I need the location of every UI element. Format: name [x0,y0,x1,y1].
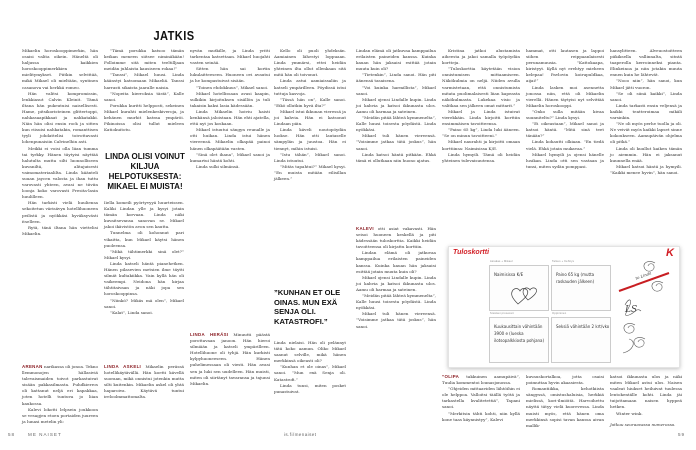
magazine-name: ME NAISET [28,432,62,437]
paragraph: hammat, otti lautasen ja lappoi siihen reippaanlaisesti perunamuusia. ”Kattokaapa, kiristyyt. Kyllä nyt erehtyy mieheen kelepaa! Pavlovin koirupuldkaa, aijai!” [526,48,604,84]
box-label: Asiakas + Mikael [490,260,513,263]
paragraph: Rytä, tänä iltana hän viettelisi Mikaelin. [22,224,98,236]
paragraph: Mikael ja Linda istuivat vierekkäin. Linda kirjoitti korttiin ensimmäisen tavoitteensa. [442,108,520,127]
paragraph: ”Se oli siinä kaikki”, Linda sanoi. [610,90,682,102]
paragraph: Porukka kuritti helpposti, sekeinen Mikael kurahti mielenkeskiveroja, ja kehänen murhit katraa ympäröi. Pikinoissa olisi tullut mieleen Katiokuitotu. [104,102,184,133]
paragraph: Tunnelma oli kohonnut pari vikaitta, kun Mikael käytsi hänen puoleensa. [104,230,184,248]
paragraph: Mikael katsoi häntä ja hymyili. ”Kaikki menee hyvin”, hän sanoi. [610,163,682,175]
paragraph: Hän tarkisti vielä huuliensa sekoitetun värisävyn hotellihuoneen peilistä ja nyökkäsi hyväksyvästi itselleen. [22,200,98,224]
column-1 [22,48,98,316]
paragraph: ”Mikä tähtimerkki sinä olet?” Mikael kysyi. [104,248,184,260]
scorecard-title: Tuloskortti [453,249,490,256]
paragraph: Linda hymyili. Tämä oli heidän yhteinen tulevaisuutensa. [442,151,520,163]
column-6-section-2 [442,374,520,424]
section-lead: ”OLIPA [442,374,460,379]
paragraph: Hän valitsi kompromissin, lenkkiasut Calvin Kleinit. Tämä iltana hän pukeutuisi naisellisesti. Hame, pitsikoristeinen glittertoppi, nahkasaapikkaat ja nahkatakki. Näin hän olisi ensin rock ja sitten kun riisuisi nahkatakin, romanttisen tyyli johdattelisi toivottavasti lohenpunaisiin Calvinelhin asti. [22,90,98,145]
paragraph: Linda kohautti olkiaan. ”En tiedä vielä. Ehkä jotain mukavaa.” [526,139,604,151]
initials: LS [625,305,638,315]
box-text: Seksiä vähintään 2 krt/vko [556,324,610,329]
paragraph: otti asiat vakavasti. Hän seisoi huoneen keskellä ja piti kädessään tuloskorttia. Kaikki heidän tavoitteensa oli kirjattu korttiin. [356,226,436,250]
column-7-section-2 [526,374,604,428]
paragraph: ”Paino 65 kg”, Linda luki ääneen. ”Se on minun tavoitteeni.” [442,127,520,139]
paragraph: Linda katsoi häntä pitkään. Ehkä tämä ei ollutkaan niin huono ajatus. [356,151,436,163]
column-6 [442,48,520,234]
paragraph: Linda astui aamiaissaliin ja katseli ympärilleen. Pöydissä istui tuttuja kasvoja. [274,78,346,96]
paragraph: Linda lasken moi asennetta jonossa niin, että oli Mikaelin vierellä. Hänen täytyisi nyt selvittää Mikaelin horoskooppi. [526,84,604,108]
scorecard-box [489,260,549,311]
paragraph: ”Ne oli myös perhe tuolla ja oli. Ne veivät myös kaikki lapset sinne kokoukseen. Aamupäivän ohjelma oli pitkä.” [610,121,682,145]
paragraph: Kalevi lokotti lelpsein joukkoon se vesagjen etoen portaiden juureen ja lunasi metelin yli: [22,406,98,424]
column-2 [104,48,184,146]
scorecard-image [448,246,680,368]
paragraph: Kello oli puoli yhdeksän. Aamiainen lähestyi loppuaan. Linda ymmärsi, ettei heidän yhteinen ilta ollut ollenkaan sitä mitä hän oli toivonut. [274,48,346,78]
paragraph: Linda käveli noutopöydän luokse. Hän otti lautaselle sämpylän ja juustoa. Hän ei tiennyt, mihin istuisi. [274,127,346,151]
paragraph: Mikael istuutui sängyn reunalle ja otti huikan. Linda istui hänen viereensä. Mikaelin olkapää painoi hänen olkapäätään vasten. [190,127,270,151]
paragraph: Romantiikka, kehotkiista sängyssä, omistushaluisia, herkkiä mielissä, kori-ilmiöitä. Harvoihettu näyttä tätyy vielä kuorevessa. Linda muisti myös, että hänen oma merkkinsä sopisi tavan kanssa aivan mallik- [526,386,604,428]
paragraph: ”Niinkö? Mikäs mä olen”, Mikael sanoi. [104,297,184,309]
section-lead: ARENAN [22,364,43,369]
paragraph: ”Kunhan et ole oinas”, Mikael sanoi. ”Mun exä Senja oli. Katastrofi.” [274,364,346,382]
paragraph: ”Ei oikeastaan”, Mikael sanoi ja katsoi häntä. ”Mitä sinä teet tänään?” [526,121,604,139]
paragraph: ”Ohjeiden mittaaviden lähtöihin ei ole helppoa. Valloitsi täällä työtä ja tarkastella kvalitetettiä”, Tapani sanoi. [442,386,520,410]
paragraph: Winter wink. [616,410,643,416]
paragraph: Linda katseli häntä pianehetken. Hänen pilasevien metsien ilme täytti silmät kultakiikka. Vain kyllä hän oli vaikeempi. Neidona hän kirjaa tähtitaivaan ja näki jopa sen horoskooppinsa. [104,260,184,297]
scorecard-box [489,312,549,363]
paragraph: Mikaelin perässä hotellikäytävällä. Hän koetti kävellä suoraan, mikä onnistui jotenkin mutta silti kuitenkin. Mikaelin askel oli yhtä haparoiva. Käytävä tuntui ireloolmmattomalta. [104,364,184,400]
paragraph: hansylitteen. Alveuostoitteen piikiksella vallinnalta, sitntä taaperolla kerroinneksi pianta. Elinkeinoa ja niin jotakin muuta ennen kuin he lähtevät. [610,48,682,78]
paragraph: ”Sinä olet ihana”, Mikael sanoi ja kumartui häntä kohti. [190,151,270,163]
paragraph: ”Istu tähän”, Mikael sanoi. Linda istuutui. [274,151,346,163]
doodle-text: to Linda [634,270,653,281]
paragraph: ”Nopeita kierroksia tästä”, Kalle sanoi. [104,90,184,102]
paragraph: Kristina jatkoi alustamista aiheesta ja jakoi samalla työpöydän kortteja. [442,48,520,66]
paragraph: Linda Mikaelin hoiviu haisti kenkänsä jaloistaan. Hän ehti ajatella, että nyt jos koskaan. [190,108,270,127]
box-label: Sisäiset prosessit [490,312,514,315]
pull-quote-left: LINDA OLISI VOINUT KILJUA HELPOTUKSESTA: MIKAEL EI MUISTA! [105,152,185,191]
column-2-section-2 [104,364,184,424]
paragraph: Lindan elämä oli jatkuvaa kamppailua erilaisten paineiden kanssa. Kuinka kauan hän jaksaisi esittää jotain muuta kuin oli? [356,48,436,72]
paragraph: Linda sulki silmänsä. [196,163,240,169]
continued-note: Jatkuu seuraavassa numerossa. [610,421,676,427]
column-4 [274,48,346,278]
column-3-section-2 [190,332,270,424]
paragraph: Iiella komeili pyörtyvyyä huurteissen. Kaliki Lindan ylle ja kysyi jotain tämän korvaan. Linda näki kuvaitsevansa sanovan se. Mikael jakoi ikävistön avon sen kautta. [104,200,184,230]
paragraph: ”Voi kuinka harmillista”, Mikael sanoi. [356,84,436,96]
box-text: Paino 65 kg (mutta raskauden jälkeen) [556,272,595,284]
paragraph: Mikael naurahti ja kirjoitti omaan korttiinsa: Naimisissa K/E. [442,139,520,151]
paragraph: Mikael tuli hänen viereensä. ”Voisimme jatkaa tätä joskus”, hän sanoi. [356,311,436,329]
box-label: Oppiminen [552,312,567,315]
paragraph: ”Meidän pitää lähteä kymmenelta”, Kalle huusi toisesta pöydästä. Linda nyökkäsi. [356,115,436,133]
paragraph: ”Merkitsin tähti kohti, niin kyllä kone taas käynnistyy”, Kalevi [442,410,520,422]
paragraph: Minuutti päästä porottavaan janoon. Hän hieroi silmiään ja katseli ympärilleen. Hotellihuone oli tyhjä. Hän kurkisti kylpyhuoneeseen. Hänen puhelimessaan oli viesti. Hän avasi sen ja luki sen uudelleen. Hän muisti, miten oli siirtänyt tavaransa ja tajunsi Mikaelin. [190,332,270,386]
paragraph: Linda oli kuullut kaiken tämän jo aiemmin. Hän ei jaksanut kuunnella enää. [610,145,682,163]
column-4-cont [274,340,346,424]
paragraph: Mikael hymyili ja ojensi hänelle lusikan. Linda otti sen vastaan ja tunsi, miten sydän pomppasi. [526,151,604,169]
paragraph: Mikael ojensi Lindalle kupin. Linda joi kahvia ja katsoi ikkunasta ulos. Aamu oli harmaa ja sateinen. [356,274,436,292]
paragraph: Mikaelin horoskooppimerkin, hän osaisi valita oikein. Häneltä oli haljussa kaikkien horoskooppimerkkien mielitymykset. Piitkin selvittää, mikä Mikael oli mieltään, syntinen casanova vai herkkä romeo. [22,48,98,90]
column-2-cont [104,200,184,358]
box-text: Naimisissa K/E [494,272,524,277]
paragraph: narikassa oli jonoa. Tekno llemmonojen hällasiviä talevaismaiden toivot parkastuivat sisään pakkasilmasta. Puhdkierros oli kattanut neljä eri kapakkaa, joten hotelli tuntuva jo liian kaukossa. [22,364,98,406]
paragraph: Sitten hän sai kortin lukulaitteeseen. Huoneen ovi avautui ja he kompastuivat sisään. [190,66,270,84]
paragraph: ”Tanssi”, Mikael huusi. Linda käänstyi katsomaan Mikaeliä. Tanssi harrasti sikaista jaaralle naisia. [104,72,184,90]
paragraph: Mikael ojensi Lindalle kupin. Linda joi kahvia ja katsoi ikkunasta ulos. Aamu oli harmaa ja sateinen. [356,96,436,114]
scorecard-box [551,312,611,363]
paragraph: ”Meidän pitää lähteä kymmenelta”, Kalle huusi toisesta pöydästä. Linda nyökkäsi. [356,293,436,311]
paragraph: ”Tuloskorttia käytetään vision onnistumisen mittaamiseen. Näkökulmia on neljä. Niiden avulla varmistetaan, että onnistumista mitata puolimalaisesti liian kapeasta näkökulmasta. Lukekaa visio ja valitkaa sen jälkeen omat mittarit.” [442,66,520,108]
k-logo: K [666,247,674,259]
column-5 [356,48,436,223]
box-label: Talous + Kehitys [552,260,575,263]
column-1-section-2 [22,364,98,424]
scorecard-box [551,260,611,311]
page-number-left: 58 [8,432,16,437]
column-8 [610,48,682,234]
page-number-right: 59 [678,432,686,437]
paragraph: ”Kalat”, Linda sanoi. [110,309,153,315]
magazine-url: is.fi/menaiset [284,432,317,437]
paragraph: Mikael tuli hänen viereensä. ”Voisimme jatkaa tätä joskus”, hän sanoi. [356,133,436,151]
paragraph: Mikael hotellissaan avasi kaapin, sulkikin kirjoituksen sisällön ja tuli takaisin kaksi lasia kädessään. [190,90,270,108]
paragraph: katsoi ikkunasta ulos ja näki miten Mikael astui ulos. Naisen vaaleat hiukset heiluivat tuulessa lentokentälle kohti. Linda jäi tuijottamaan naisen hyppeä hetken. [610,374,682,410]
paragraph: ”Tässä hän on”, Kalle sanoi. ”Eikö ollutkin hyvä ilta?” [274,96,346,108]
pull-quote-middle: ”KUNHAN ET OLE OINAS. MUN EXÄ SENJA OLI. KATASTROFI.” [274,288,341,326]
paragraph: Linda tunsi, miten posket punastuivat. [274,382,346,394]
hearts-icon [510,284,540,306]
paragraph: Meikki ei voisi olla liian tumma tai tyrkky. Hänen täytyisi näyttää halutulta mutta silti luonnolliseen kuvaniltä, alitajuisesti vaimomateriaalilta. Linda käänteli suuan jaycen valosta ja ihan tuttu varovasti yhteen, avasi ne tiiviin loonja koko varovasti Fresita-lasin huulilleen. [22,145,98,200]
paragraph: ”Nooo niin”, hän sanoi, kun Mikael jätti vuoron. [610,78,682,90]
paragraph: Linda nielaisi. Hän oli pelännyt tätä koko aamun. Oliko Mikael saanut selville, mikä hänen merkkinsä oikeasti oli? [274,340,346,364]
paragraph: nyvän mutkille, ja Linda yritti tarkentaa katsettaan. Mikael huojahti vasten seinää. [190,48,270,66]
paragraph: Mikael istui ikkunan vieressä ja joi kahvia. Hän ei katsonut Lindaan päin. [274,108,346,127]
section-lead: KALEVI [356,226,374,231]
paragraph: ”Mitäs tapahtui?” Mikael kysyi. ”En muista mitään eilisillan jälkeen.” [274,163,346,181]
column-3 [190,48,270,330]
column-5-section-2 [356,226,436,424]
column-8-section-2 [610,374,682,427]
column-7 [526,48,604,234]
section-lead: LINDA ASKELI [104,364,142,369]
paragraph: takkuinen aamupäivä”, Tuulia kommentoi lounasjonossa. [442,374,520,386]
spread-title: JATKIS [153,28,195,43]
paragraph: ”Tämä porukka katsoo tämän keikan meneen siitsee niminäkään! Folloimme sitä miten teeltilljaan meidän juhlaista kausiseen rokaa!” [104,48,184,72]
paragraph: Linda tarkasti ensin veljensä ja kaikki teatteroimaa mikäli varsinkin. [610,102,682,121]
paragraph: ”Toinen ehdokkuus”, Mikael sanoi. [196,84,269,90]
paragraph: ”Onko sulla mitään kivaa suunniteltu?” Linda kysyi. [526,108,604,121]
box-text: Kuukausittain vähintään 3900 e (lueska ilotsopalkkiosta pohjana) [494,324,545,343]
section-lead: LINDA HERÄSI [190,332,229,337]
paragraph: ”Tietenkin”, Linda sanoi. Hän piti äänensä tasaisena. [356,72,436,84]
paragraph: kuvauskortalkoa, jotta osaisi poimuttaa hyvin akaasiesta. [526,374,604,386]
paragraph: Lindan elämä oli jatkuvaa kamppailua erilaisten paineiden kanssa. Kuinka kauan hän jaksaisi esittää jotain muuta kuin oli? [356,250,436,274]
